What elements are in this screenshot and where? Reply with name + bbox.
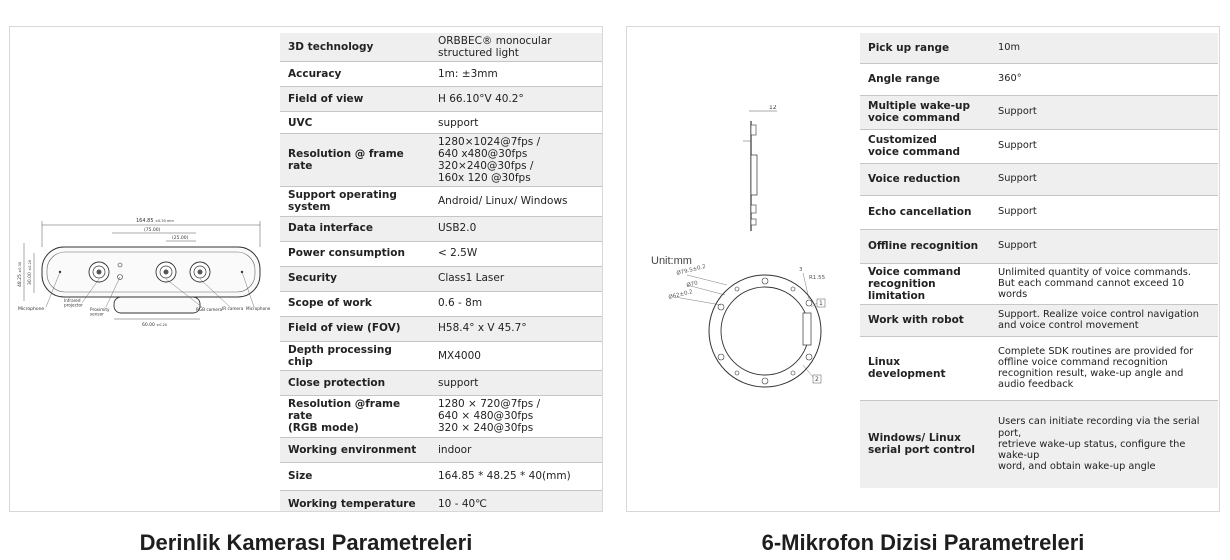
label-microphone-left: Microphone [18,307,45,312]
spec-value: Support [990,163,1218,195]
spec-value: ORBBEC® monocular structured light [430,33,602,62]
unit-label: Unit:mm [651,255,692,267]
spec-value: Support [990,229,1218,263]
spec-key: Support operating system [280,187,430,216]
spec-key: Work with robot [860,304,990,336]
spec-row [280,395,602,437]
dim-d3: Ø62±0.2 [668,289,694,301]
mic-array-caption: 6-Mikrofon Dizisi Parametreleri [761,530,1085,555]
spec-row [860,304,1218,336]
spec-value: Support. Realize voice control navigation and voice control movement [990,304,1218,336]
label-microphone-right: Microphone [246,306,271,311]
spec-value: 10 - 40℃ [430,490,602,512]
mic-array-side-drawing [739,105,789,237]
spec-value: 1m: ±3mm [430,62,602,87]
dim-d1: Ø79.5±0.2 [676,263,707,277]
dim-total: 164.85 ±0.30 mm [136,218,174,224]
spec-row [860,263,1218,304]
spec-key: Working environment [280,437,430,462]
dim-d2: Ø70 [686,280,699,289]
spec-key: Field of view (FOV) [280,316,430,341]
spec-value: Android/ Linux/ Windows [430,187,602,216]
spec-value: < 2.5W [430,241,602,266]
spec-key: Offline recognition [860,229,990,263]
marker-1: 1 [819,300,823,307]
spec-row [280,33,602,62]
dim-height2: 30.00 ±0.20 [28,259,33,285]
marker-2: 2 [815,376,819,383]
spec-key: Accuracy [280,62,430,87]
spec-row [280,112,602,134]
spec-value: Unlimited quantity of voice commands. But each command cannot exceed 10 words [990,263,1218,304]
spec-row [860,400,1218,488]
spec-key: Power consumption [280,241,430,266]
spec-row [280,462,602,490]
spec-row [280,490,602,512]
spec-row [280,291,602,316]
spec-key: Depth processing chip [280,341,430,370]
dim-r: R1.55 [809,275,826,281]
label-infrared-projector: Infrared projector [64,298,83,308]
spec-value: Support [990,195,1218,229]
spec-row [860,129,1218,163]
spec-row [280,187,602,216]
spec-value: support [430,370,602,395]
spec-key: Close protection [280,370,430,395]
spec-value: 1280 × 720@7fps / 640 × 480@30fps 320 × 240@30fps [430,395,602,437]
spec-key: Linux development [860,336,990,400]
dim-3: 3 [799,267,803,273]
mic-array-panel [626,26,1220,512]
spec-key: Scope of work [280,291,430,316]
spec-value: Complete SDK routines are provided for offline voice command recognition recognition result, wake-up angle and audio feedback [990,336,1218,400]
spec-key: Resolution @frame rate (RGB mode) [280,395,430,437]
spec-key: Multiple wake-up voice command [860,95,990,129]
spec-value: 1280×1024@7fps / 640 x480@30fps 320×240@30fps / 160x 120 @30fps [430,134,602,187]
spec-value: indoor [430,437,602,462]
dim-side: 12 [769,105,777,111]
depth-camera-drawing [16,207,278,327]
mic-array-spec-table [860,33,1218,488]
spec-row [860,95,1218,129]
spec-row [860,229,1218,263]
spec-key: Pick up range [860,33,990,63]
spec-value: MX4000 [430,341,602,370]
spec-value: USB2.0 [430,216,602,241]
spec-key: 3D technology [280,33,430,62]
spec-key: Field of view [280,87,430,112]
spec-key: Echo cancellation [860,195,990,229]
depth-camera-spec-table [280,33,602,512]
spec-row [280,216,602,241]
spec-row [860,163,1218,195]
spec-value: Support [990,95,1218,129]
mic-array-top-drawing [667,263,837,393]
label-rgb-camera: RGB camera [196,307,223,312]
spec-row [280,241,602,266]
spec-row [280,62,602,87]
spec-row [280,87,602,112]
depth-camera-panel [9,26,603,512]
spec-key: UVC [280,112,430,134]
dim-height: 48.25 ±0.30 [18,261,23,287]
spec-value: 164.85 * 48.25 * 40(mm) [430,462,602,490]
spec-key: Customized voice command [860,129,990,163]
spec-key: Windows/ Linux serial port control [860,400,990,488]
label-proximity-sensor: Proximity sensor [90,307,110,317]
spec-row [280,437,602,462]
spec-key: Working temperature [280,490,430,512]
dim-b: (25.00) [172,236,189,241]
spec-value: 360° [990,63,1218,95]
label-ir-camera: IR camera [222,306,244,311]
spec-key: Voice command recognition limitation [860,263,990,304]
spec-key: Data interface [280,216,430,241]
spec-value: H58.4° x V 45.7° [430,316,602,341]
spec-row [860,63,1218,95]
spec-row [860,33,1218,63]
spec-row [860,336,1218,400]
spec-row [280,266,602,291]
spec-key: Security [280,266,430,291]
spec-value: H 66.10°V 40.2° [430,87,602,112]
spec-row [280,370,602,395]
spec-row [280,316,602,341]
spec-row [280,134,602,187]
spec-row [280,341,602,370]
spec-value: 0.6 - 8m [430,291,602,316]
spec-value: 10m [990,33,1218,63]
spec-key: Size [280,462,430,490]
spec-key: Angle range [860,63,990,95]
spec-row [860,195,1218,229]
spec-key: Voice reduction [860,163,990,195]
spec-value: Users can initiate recording via the serial port, retrieve wake-up status, configure the wake-up word, and obtain wake-up angle [990,400,1218,488]
spec-value: Class1 Laser [430,266,602,291]
dim-a: (75.00) [144,228,161,233]
spec-value: Support [990,129,1218,163]
depth-camera-caption: Derinlik Kamerası Parametreleri [139,530,473,555]
dim-bottom: 60.00 ±0.20 [142,323,168,327]
spec-value: support [430,112,602,134]
spec-key: Resolution @ frame rate [280,134,430,187]
